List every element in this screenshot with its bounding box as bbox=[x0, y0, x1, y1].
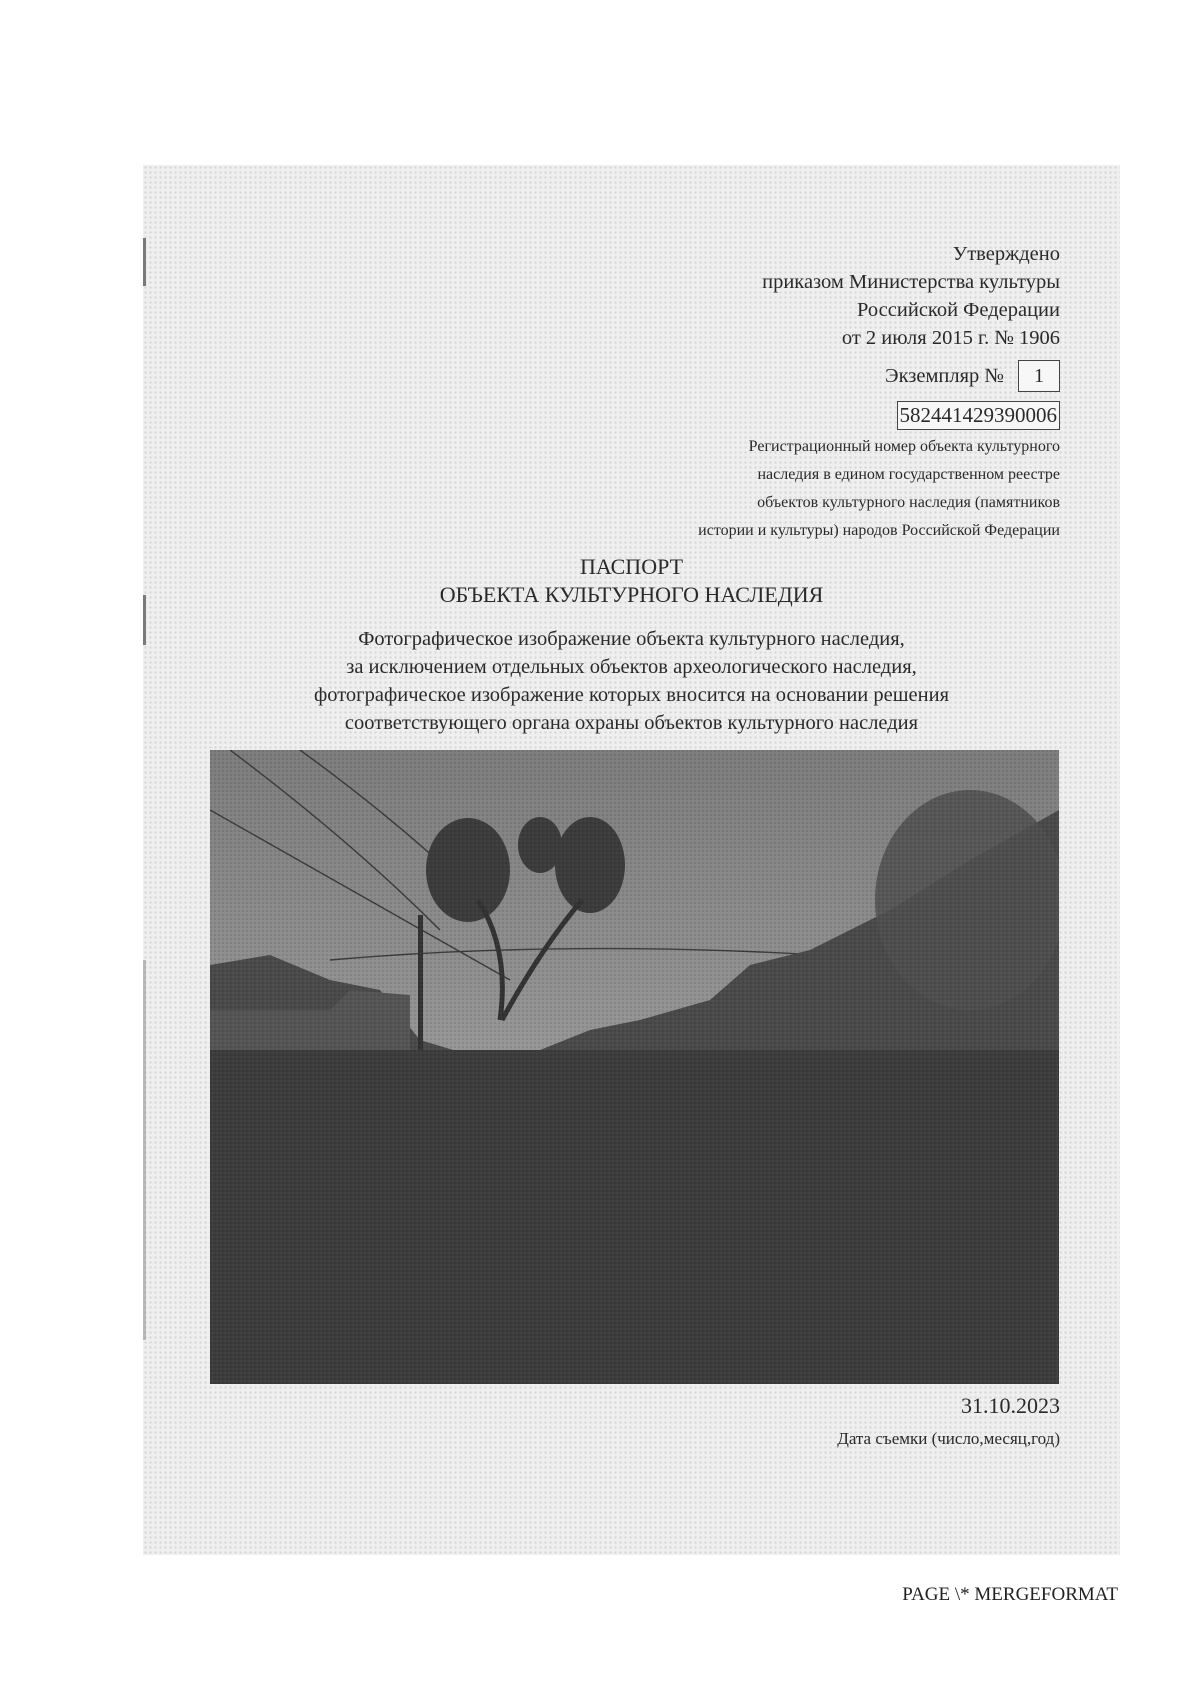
document-title bbox=[143, 553, 1120, 609]
registration-caption-line: объектов культурного наследия (памятников bbox=[757, 494, 1060, 511]
heritage-object-photo bbox=[210, 750, 1059, 1384]
scan-edge-mark bbox=[143, 238, 146, 286]
approval-line: приказом Министерства культуры bbox=[762, 271, 1060, 293]
title-line: ПАСПОРТ bbox=[579, 554, 684, 579]
copy-number-box: 1 bbox=[1018, 360, 1060, 392]
description-line: соответствующего органа охраны объектов культурного наследия bbox=[344, 712, 919, 734]
copy-label: Экземпляр № bbox=[885, 364, 1004, 387]
photo-date-caption: Дата съемки (число,месяц,год) bbox=[837, 1429, 1060, 1448]
registration-caption bbox=[698, 433, 1060, 545]
approval-line: от 2 июля 2015 г. № 1906 bbox=[841, 327, 1060, 349]
description-line: за исключением отдельных объектов археологического наследия, bbox=[346, 656, 917, 678]
description-line: фотографическое изображение которых вносится на основании решения bbox=[313, 684, 949, 706]
title-line: ОБЪЕКТА КУЛЬТУРНОГО НАСЛЕДИЯ bbox=[439, 582, 824, 607]
approval-line: Утверждено bbox=[952, 243, 1060, 265]
page-field-code: PAGE \* MERGEFORMAT bbox=[902, 1584, 1118, 1605]
approval-line: Российской Федерации bbox=[857, 299, 1060, 321]
approval-stamp bbox=[762, 240, 1060, 352]
photo-date: 31.10.2023 bbox=[961, 1393, 1060, 1418]
copy-number-row bbox=[885, 360, 1060, 392]
registration-caption-line: наследия в едином государственном реестре bbox=[757, 466, 1060, 483]
registration-caption-line: истории и культуры) народов Российской Федерации bbox=[698, 522, 1060, 539]
registration-number-box: 582441429390006 bbox=[897, 401, 1061, 430]
scan-edge-mark bbox=[143, 960, 146, 1340]
photo-illustration bbox=[210, 750, 1059, 1384]
description-line: Фотографическое изображение объекта культурного наследия, bbox=[358, 628, 905, 650]
registration-caption-line: Регистрационный номер объекта культурного bbox=[748, 438, 1060, 455]
photo-grain bbox=[210, 750, 1059, 1384]
photo-description bbox=[143, 625, 1120, 737]
